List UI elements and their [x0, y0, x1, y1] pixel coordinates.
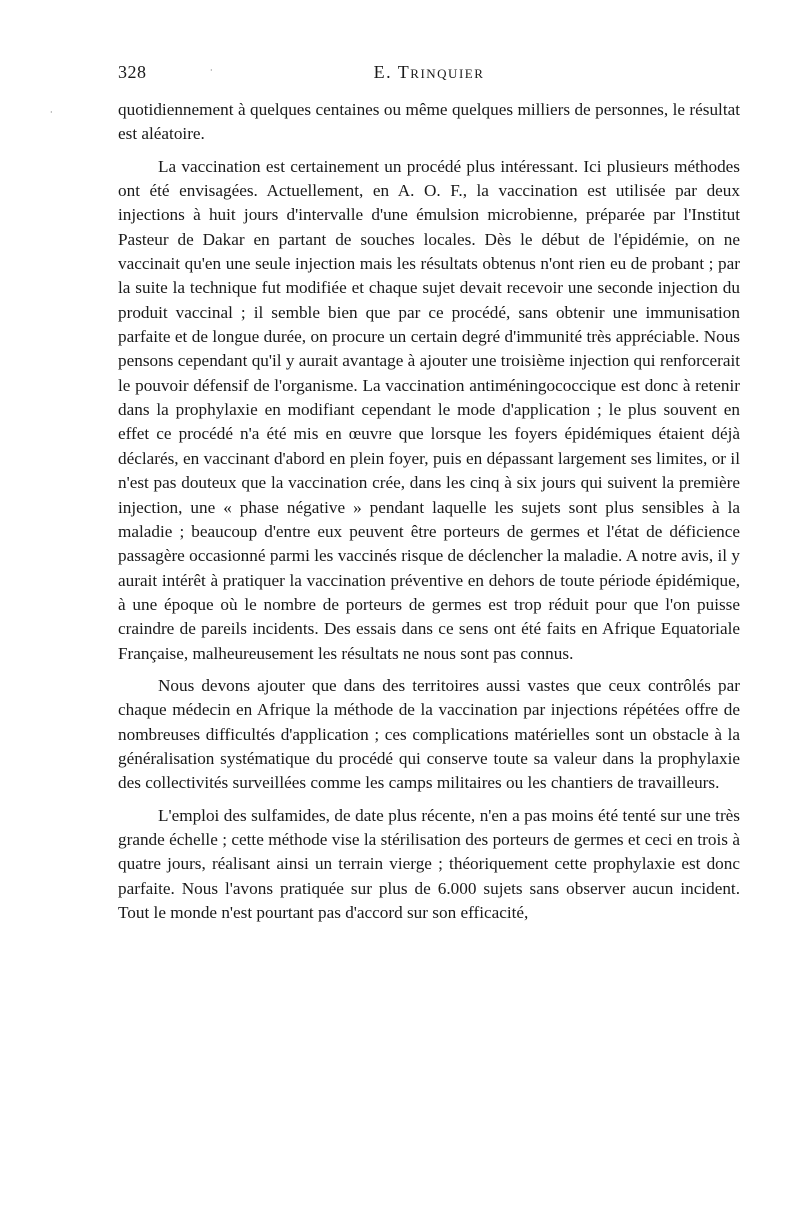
running-head: E. Trinquier — [373, 62, 485, 82]
paragraph-difficulties: Nous devons ajouter que dans des territoires aussi vastes que ceux contrôlés par chaque médecin en Afrique la méthode de la vaccination par injections répétées offre de nombreuses difficultés d'application ; ces complications matérielles sont un obstacle à la généralisation systématique du procédé qui conserve toute sa valeur dans la prophylaxie des collectivités surveillées comme les camps militaires ou les chantiers de travailleurs. — [118, 675, 740, 793]
paragraph-vaccination: La vaccination est certainement un procédé plus intéressant. Ici plusieurs méthodes ont été envisagées. Actuellement, en A. O. F., la vaccination est utilisée par deux injections à huit jours d'intervalle d'une émulsion microbienne, préparée par l'Institut Pasteur de Dakar en partant de souches locales. Dès le début de l'épidémie, on ne vaccinait qu'en une seule injection mais les résultats obtenus n'ont rien eu de probant ; par la suite la technique fut modifiée et chaque sujet devait recevoir une seconde injection du produit vaccinal ; il semble bien que par ce procédé, sans obtenir une immunisation parfaite et de longue durée, on procure un certain degré d'immunité très appréciable. Nous pensons cependant qu'il y aurait avantage à ajouter une troisième injection qui renforcerait le pouvoir défensif de l'organisme. La vaccination antiméningococcique est donc à retenir dans la prophylaxie en modifiant cependant le mode d'application ; le plus souvent en effet ce procédé n'a été mis en œuvre que lorsque les foyers épidémiques étaient déjà déclarés, en vaccinant d'abord en plein foyer, puis en dépassant largement ses limites, or il n'est pas douteux que la vaccination crée, dans les cinq à six jours qui suivent la première injection, une « phase négative » pendant laquelle les sujets sont plus sensibles à la maladie ; beaucoup d'entre eux peuvent être porteurs de germes et l'état de déficience passagère occasionné parmi les vaccinés risque de déclencher la maladie. A notre avis, il y aurait intérêt à pratiquer la vaccination préventive en dehors de toute période épidémique, à une époque où le nombre de porteurs de germes est trop réduit pour que l'on puisse craindre de pareils incidents. Des essais dans ce sens ont été faits en Afrique Equatoriale Française, malheureusement les résultats ne nous sont pas connus. — [118, 156, 740, 663]
paragraph-continuation: quotidiennement à quelques centaines ou même quelques milliers de personnes, le résultat est aléatoire. — [118, 100, 740, 144]
page-number: 328 — [118, 62, 147, 82]
print-speck: · — [210, 66, 213, 75]
print-speck: · — [50, 108, 53, 117]
body-text — [118, 98, 740, 933]
paragraph-sulfamides: L'emploi des sulfamides, de date plus récente, n'en a pas moins été tenté sur une très grande échelle ; cette méthode vise la stérilisation des porteurs de germes et ceci en trois à quatre jours, réalisant ainsi un terrain vierge ; théoriquement cette prophylaxie est donc parfaite. Nous l'avons pratiquée sur plus de 6.000 sujets sans observer aucun incident. Tout le monde n'est pourtant pas d'accord sur son efficacité, — [118, 805, 740, 922]
